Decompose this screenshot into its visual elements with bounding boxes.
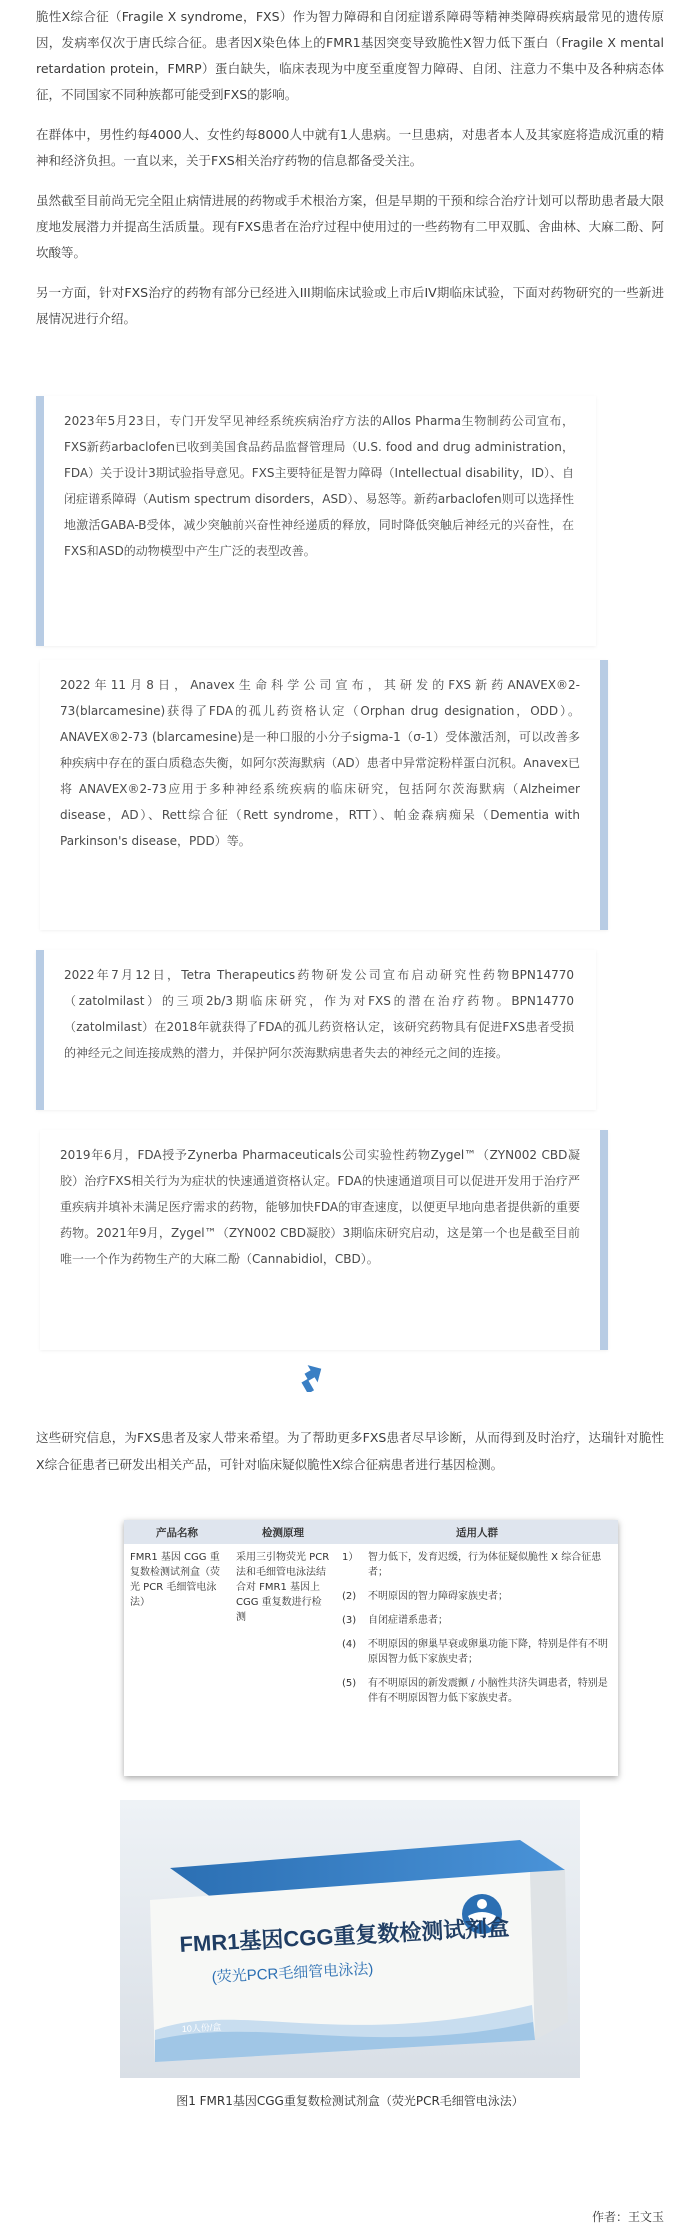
card-accent-bar [36,396,44,646]
intro-paragraph: 脆性X综合征（Fragile X syndrome，FXS）作为智力障碍和自闭症谱系障碍等精神类障碍疾病最常见的遗传原因，发病率仅次于唐氏综合征。患者因X染色体上的FMR1基因突变导致脆性X智力低下蛋白（Fragile X mental retardation protein，FMRP）蛋白缺失，临床表现为中度至重度智力障碍、自闭、注意力不集中及各种病态体征，不同国家不同种族都可能受到FXS的影响。 [36,9,664,102]
product-table [124,1520,618,1776]
news-card-zynerba [40,1130,608,1350]
list-item: (2) 不明原因的智力障碍家族史者； [342,1591,508,1602]
box-spec: 10人份/盒 [181,2021,222,2034]
table-header-population: 适用人群 [336,1520,618,1544]
card-accent-bar [600,660,608,930]
product-name-cell: FMR1 基因 CGG 重复数检测试剂盒（荧光 PCR 毛细管电泳法） [130,1552,220,1608]
news-card-text: 2023年5月23日，专门开发罕见神经系统疾病治疗方法的Allos Pharma生物制药公司宣布，FXS新药arbaclofen已收到美国食品药品监督管理局（U.S. food and drug administration，FDA）关于设计3期试验指导意见。FXS主要特征是智力障碍（Intellectual disability，ID）、自闭症谱系障碍（Autism spectrum disorders，ASD）、易怒等。新药arbaclofen则可以选择性地激活GABA-B受体，减少突触前兴奋性神经递质的释放，同时降低突触后神经元的兴奋性，在FXS和ASD的动物模型中产生广泛的表型改善。 [64,414,574,558]
news-card-tetra [36,950,596,1110]
list-item: (5) 有不明原因的新发震颤 / 小脑性共济失调患者，特别是伴有不明原因智力低下家族史者。 [342,1678,608,1704]
population-cell [336,1544,618,1715]
author-credit: 作者：王文玉 [591,2210,664,2224]
intro-paragraph: 另一方面，针对FXS治疗的药物有部分已经进入III期临床试验或上市后IV期临床试验，下面对药物研究的一些新进展情况进行介绍。 [36,285,664,326]
table-row [124,1544,618,1715]
table-header-principle: 检测原理 [230,1520,336,1544]
table-header-product: 产品名称 [124,1520,230,1544]
list-item: (4) 不明原因的卵巢早衰或卵巢功能下降，特别是伴有不明原因智力低下家族史者； [342,1639,608,1665]
intro-paragraph: 在群体中，男性约每4000人、女性约每8000人中就有1人患病。一旦患病，对患者本人及其家庭将造成沉重的精神和经济负担。一直以来，关于FXS相关治疗药物的信息都备受关注。 [36,127,664,168]
principle-cell: 采用三引物荧光 PCR 法和毛细管电泳法结合对 FMR1 基因上 CGG 重复数进行检测 [236,1552,330,1623]
outro-paragraph: 这些研究信息，为FXS患者及家人带来希望。为了帮助更多FXS患者尽早诊断，从而得到及时治疗，达瑞针对脆性X综合征患者已研发出相关产品，可针对临床疑似脆性X综合征病患者进行基因检测。 [36,1430,664,1472]
intro-section [36,4,664,346]
box-title: FMR1基因CGG重复数检测试剂盒 [178,1914,510,1957]
news-card-text: 2019年6月，FDA授予Zynerba Pharmaceuticals公司实验性药物Zygel™（ZYN002 CBD凝胶）治疗FXS相关行为为症状的快速通道资格认定。FDA的快速通道项目可以促进开发用于治疗严重疾病并填补未满足医疗需求的药物，能够加快FDA的审查速度，以便更早地向患者提供新的重要药物。2021年9月，Zygel™（ZYN002 CBD凝胶）3期临床研究启动，这是第一个也是截至目前唯一一个作为药物生产的大麻二酚（Cannabidiol，CBD）。 [60,1148,580,1266]
list-item: 1） 智力低下，发育迟缓，行为体征疑似脆性 X 综合征患者； [342,1552,602,1578]
intro-paragraph: 虽然截至目前尚无完全阻止病情进展的药物或手术根治方案，但是早期的干预和综合治疗计划可以帮助患者最大限度地发展潜力并提高生活质量。现有FXS患者在治疗过程中使用过的一些药物有二甲双胍、舍曲林、大麻二酚、阿坎酸等。 [36,193,664,260]
list-item: (3) 自闭症谱系患者； [342,1615,448,1626]
box-subtitle: (荧光PCR毛细管电泳法) [211,1960,374,1986]
news-card-arbaclofen [36,396,596,646]
news-card-anavex [40,660,608,930]
product-box-image [120,1800,580,2078]
card-accent-bar [600,1130,608,1350]
product-photo [120,1800,580,2078]
news-card-text: 2022年11月8日，Anavex生命科学公司宣布，其研发的FXS新药ANAVEX®2-73(blarcamesine)获得了FDA的孤儿药资格认定（Orphan drug designation，ODD）。ANAVEX®2-73 (blarcamesine)是一种口服的小分子sigma-1（σ-1）受体激活剂，可以改善多种疾病中存在的蛋白质稳态失衡，如阿尔茨海默病（AD）患者中异常淀粉样蛋白沉积。Anavex已将 ANAVEX®2-73应用于多种神经系统疾病的临床研究，包括阿尔茨海默病（Alzheimer disease，AD）、Rett综合征（Rett syndrome，RTT）、帕金森病痴呆（Dementia with Parkinson's disease，PDD）等。 [60,678,580,848]
criteria-list [342,1550,612,1706]
arrow-icon [296,1362,326,1392]
outro-section [36,1424,664,1478]
figure-caption: 图1 FMR1基因CGG重复数检测试剂盒（荧光PCR毛细管电泳法） [176,2094,524,2108]
card-accent-bar [36,950,44,1110]
news-card-text: 2022年7月12日，Tetra Therapeutics药物研发公司宣布启动研究性药物BPN14770（zatolmilast）的三项2b/3期临床研究，作为对FXS的潜在治疗药物。BPN14770（zatolmilast）在2018年就获得了FDA的孤儿药资格认定，该研究药物具有促进FXS患者受损的神经元之间连接成熟的潜力，并保护阿尔茨海默病患者失去的神经元之间的连接。 [64,968,574,1060]
